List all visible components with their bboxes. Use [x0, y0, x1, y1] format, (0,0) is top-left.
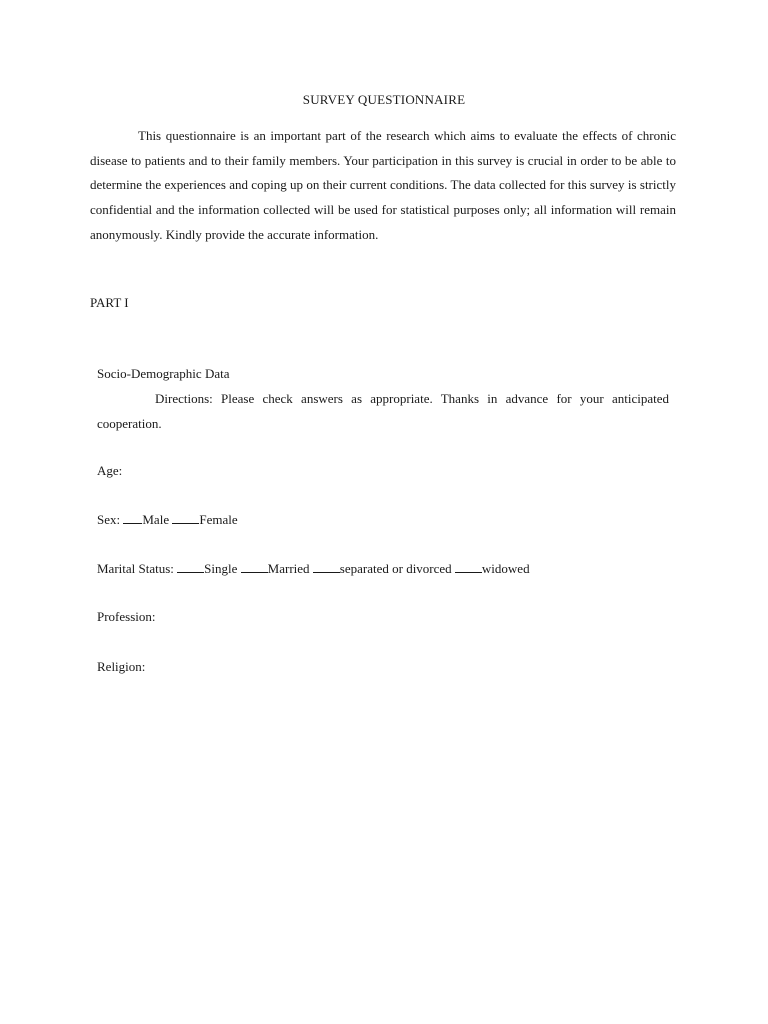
sex-field [97, 512, 238, 528]
marital-status-label: Marital Status: [97, 561, 174, 576]
directions-paragraph: Directions: Please check answers as appropriate. Thanks in advance for your anticipated cooperation. [97, 391, 669, 431]
part-heading: PART I [90, 295, 129, 310]
profession-field [97, 609, 156, 625]
marital-option-separated: separated or divorced [339, 561, 452, 576]
marital-option-widowed: widowed [481, 561, 530, 576]
religion-label: Religion: [97, 659, 146, 674]
marital-single-blank[interactable] [177, 561, 204, 573]
sex-male-blank[interactable] [123, 512, 142, 524]
marital-option-single: Single [204, 561, 238, 576]
sex-option-female: Female [199, 512, 238, 527]
marital-status-field [97, 561, 530, 577]
religion-field [97, 659, 145, 675]
section-title: Socio-Demographic Data [97, 366, 230, 381]
marital-married-blank[interactable] [241, 561, 268, 573]
sex-female-blank[interactable] [172, 512, 199, 524]
sex-option-male: Male [142, 512, 170, 527]
document-title: SURVEY QUESTIONNAIRE [302, 92, 466, 107]
age-field [97, 463, 122, 479]
marital-option-married: Married [267, 561, 310, 576]
marital-widowed-blank[interactable] [455, 561, 482, 573]
sex-label: Sex: [97, 512, 121, 527]
intro-paragraph: This questionnaire is an important part of the research which aims to evaluate the effects of chronic disease to patients and to their family members. Your participation in this survey is crucial in order to be able to determine the experiences and coping up on their current conditions. The data collected for this survey is strictly confidential and the information collected will be used for statistical purposes only; all information will remain anonymously. Kindly provide the accurate information. [90, 128, 676, 242]
marital-separated-blank[interactable] [313, 561, 340, 573]
profession-label: Profession: [97, 609, 156, 624]
age-label: Age: [97, 463, 123, 478]
